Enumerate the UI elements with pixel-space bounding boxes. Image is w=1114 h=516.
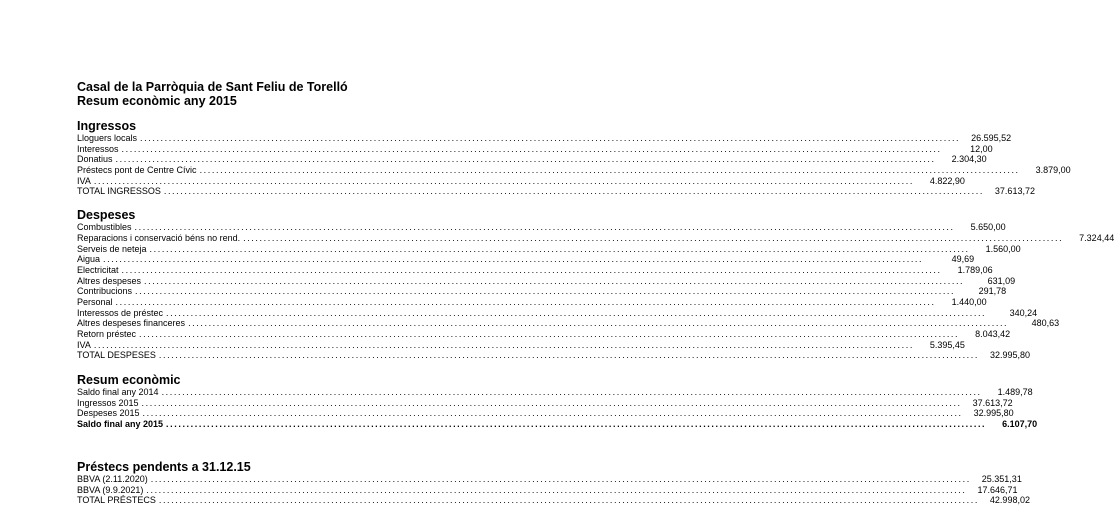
leader-dots: ........................................................................................................................................................................................................ xyxy=(158,495,979,506)
ledger-row xyxy=(77,484,1018,496)
ledger-row xyxy=(77,473,1022,485)
leader-dots: ........................................................................................................................................................................................................ xyxy=(163,186,984,197)
row-value: 291,78 xyxy=(978,286,1007,297)
row-label: Reparacions i conservació béns no rend. xyxy=(77,232,241,243)
ledger-row xyxy=(77,286,1007,297)
row-label: IVA xyxy=(77,339,91,350)
row-value: 1.440,00 xyxy=(951,296,987,307)
resum-heading: Resum econòmic xyxy=(77,373,181,388)
leader-dots: ........................................................................................................................................................................................................ xyxy=(121,264,942,275)
ledger-row xyxy=(77,397,1013,409)
row-value: 8.043,42 xyxy=(975,329,1011,339)
leader-dots: ........................................................................................................................................................................................................ xyxy=(158,350,979,361)
ledger-row xyxy=(77,133,1012,144)
document-page xyxy=(77,80,1114,506)
ledger-row xyxy=(77,296,987,308)
ledger-row xyxy=(77,243,1021,255)
row-value: 37.613,72 xyxy=(994,186,1035,197)
ledger-row xyxy=(77,154,987,165)
row-label: Electricitat xyxy=(77,264,119,275)
document-title: Casal de la Parròquia de Sant Feliu de Torelló xyxy=(77,80,348,94)
row-value: 49,69 xyxy=(951,254,975,265)
row-value: 42.998,02 xyxy=(989,495,1030,506)
leader-dots: ........................................................................................................................................................................................................ xyxy=(134,222,955,233)
leader-dots: ........................................................................................................................................................................................................ xyxy=(93,339,914,350)
row-label: Aigua xyxy=(77,254,101,265)
row-label: Contribucions xyxy=(77,286,133,297)
ledger-row xyxy=(77,419,1038,430)
ledger-row xyxy=(77,408,1014,419)
row-label: Préstecs pont de Centre Cívic xyxy=(77,165,197,176)
despeses-heading: Despeses xyxy=(77,208,136,223)
row-value: 5.650,00 xyxy=(970,222,1006,233)
row-label: Personal xyxy=(77,296,113,307)
leader-dots: ........................................................................................................................................................................................................ xyxy=(135,286,956,297)
ledger-row xyxy=(77,339,965,351)
ingressos-heading: Ingressos xyxy=(77,119,137,133)
row-value: 26.595,52 xyxy=(971,133,1012,143)
ledger-row xyxy=(77,495,1030,506)
row-value: 5.395,45 xyxy=(929,339,965,350)
row-label: Serveis de neteja xyxy=(77,243,147,254)
row-label: TOTAL INGRESSOS xyxy=(77,186,161,197)
row-value: 12,00 xyxy=(970,143,993,154)
despeses-list xyxy=(77,222,1114,361)
ledger-row xyxy=(77,318,1060,329)
leader-dots: ........................................................................................................................................................................................................ xyxy=(243,232,1064,243)
row-label: BBVA (9.9.2021) xyxy=(77,484,144,495)
row-label: Altres despeses xyxy=(77,275,142,286)
ledger-row xyxy=(77,143,993,155)
ledger-row xyxy=(77,165,1071,176)
document-subtitle: Resum econòmic any 2015 xyxy=(77,94,237,108)
resum-list xyxy=(77,387,1038,430)
row-value: 4.822,90 xyxy=(929,175,965,186)
row-label: Lloguers locals xyxy=(77,133,138,143)
row-label: Donatius xyxy=(77,154,113,165)
row-value: 17.646,71 xyxy=(977,484,1018,495)
row-value: 37.613,72 xyxy=(972,397,1013,408)
ledger-row xyxy=(77,254,975,265)
leader-dots: ........................................................................................................................................................................................................ xyxy=(141,397,962,408)
row-value: 32.995,80 xyxy=(989,350,1030,361)
leader-dots: ........................................................................................................................................................................................................ xyxy=(140,133,961,143)
ledger-row xyxy=(77,232,1114,244)
leader-dots: ........................................................................................................................................................................................................ xyxy=(115,154,936,165)
prestecs-list xyxy=(77,473,1030,506)
row-label: IVA xyxy=(77,175,91,186)
row-label: TOTAL PRÉSTECS xyxy=(77,495,156,506)
row-label: Saldo final any 2014 xyxy=(77,387,159,398)
leader-dots: ........................................................................................................................................................................................................ xyxy=(166,419,987,430)
row-value: 2.304,30 xyxy=(951,154,987,165)
ledger-row xyxy=(77,175,965,187)
leader-dots: ........................................................................................................................................................................................................ xyxy=(115,296,936,307)
row-value: 1.789,06 xyxy=(957,264,993,275)
leader-dots: ........................................................................................................................................................................................................ xyxy=(142,408,963,419)
leader-dots: ........................................................................................................................................................................................................ xyxy=(144,275,965,286)
row-value: 480,63 xyxy=(1031,318,1060,329)
row-value: 631,09 xyxy=(987,275,1016,286)
row-value: 3.879,00 xyxy=(1035,165,1071,176)
ledger-row xyxy=(77,222,1006,233)
row-value: 340,24 xyxy=(1009,307,1038,318)
row-label: Interessos xyxy=(77,143,119,154)
row-label: Interessos de préstec xyxy=(77,307,164,318)
row-label: BBVA (2.11.2020) xyxy=(77,473,148,484)
leader-dots: ........................................................................................................................................................................................................ xyxy=(146,484,967,495)
row-value: 1.489,78 xyxy=(997,387,1033,398)
leader-dots: ........................................................................................................................................................................................................ xyxy=(149,243,970,254)
ledger-row xyxy=(77,307,1038,319)
ledger-row xyxy=(77,350,1030,361)
row-label: Saldo final any 2015 xyxy=(77,419,164,430)
ledger-row xyxy=(77,264,993,276)
leader-dots: ........................................................................................................................................................................................................ xyxy=(121,143,942,154)
leader-dots: ........................................................................................................................................................................................................ xyxy=(150,473,971,484)
row-value: 7.324,44 xyxy=(1079,232,1114,243)
row-label: Combustibles xyxy=(77,222,132,233)
leader-dots: ........................................................................................................................................................................................................ xyxy=(188,318,1009,329)
prestecs-heading: Préstecs pendents a 31.12.15 xyxy=(77,459,251,474)
row-value: 32.995,80 xyxy=(973,408,1014,419)
ingressos-list xyxy=(77,133,1071,197)
row-value: 6.107,70 xyxy=(1002,419,1038,430)
leader-dots: ........................................................................................................................................................................................................ xyxy=(199,165,1020,176)
leader-dots: ........................................................................................................................................................................................................ xyxy=(103,254,924,265)
row-label: Altres despeses financeres xyxy=(77,318,186,329)
row-value: 1.560,00 xyxy=(985,243,1021,254)
leader-dots: ........................................................................................................................................................................................................ xyxy=(161,387,982,398)
leader-dots: ........................................................................................................................................................................................................ xyxy=(93,175,914,186)
leader-dots: ........................................................................................................................................................................................................ xyxy=(139,329,960,339)
leader-dots: ........................................................................................................................................................................................................ xyxy=(166,307,987,318)
row-label: Ingressos 2015 xyxy=(77,397,139,408)
ledger-row xyxy=(77,275,1016,287)
row-label: Retorn préstec xyxy=(77,329,137,339)
row-value: 25.351,31 xyxy=(981,473,1022,484)
row-label: Despeses 2015 xyxy=(77,408,140,419)
ledger-row xyxy=(77,387,1033,398)
ledger-row xyxy=(77,186,1035,197)
row-label: TOTAL DESPESES xyxy=(77,350,156,361)
ledger-row xyxy=(77,329,1011,340)
